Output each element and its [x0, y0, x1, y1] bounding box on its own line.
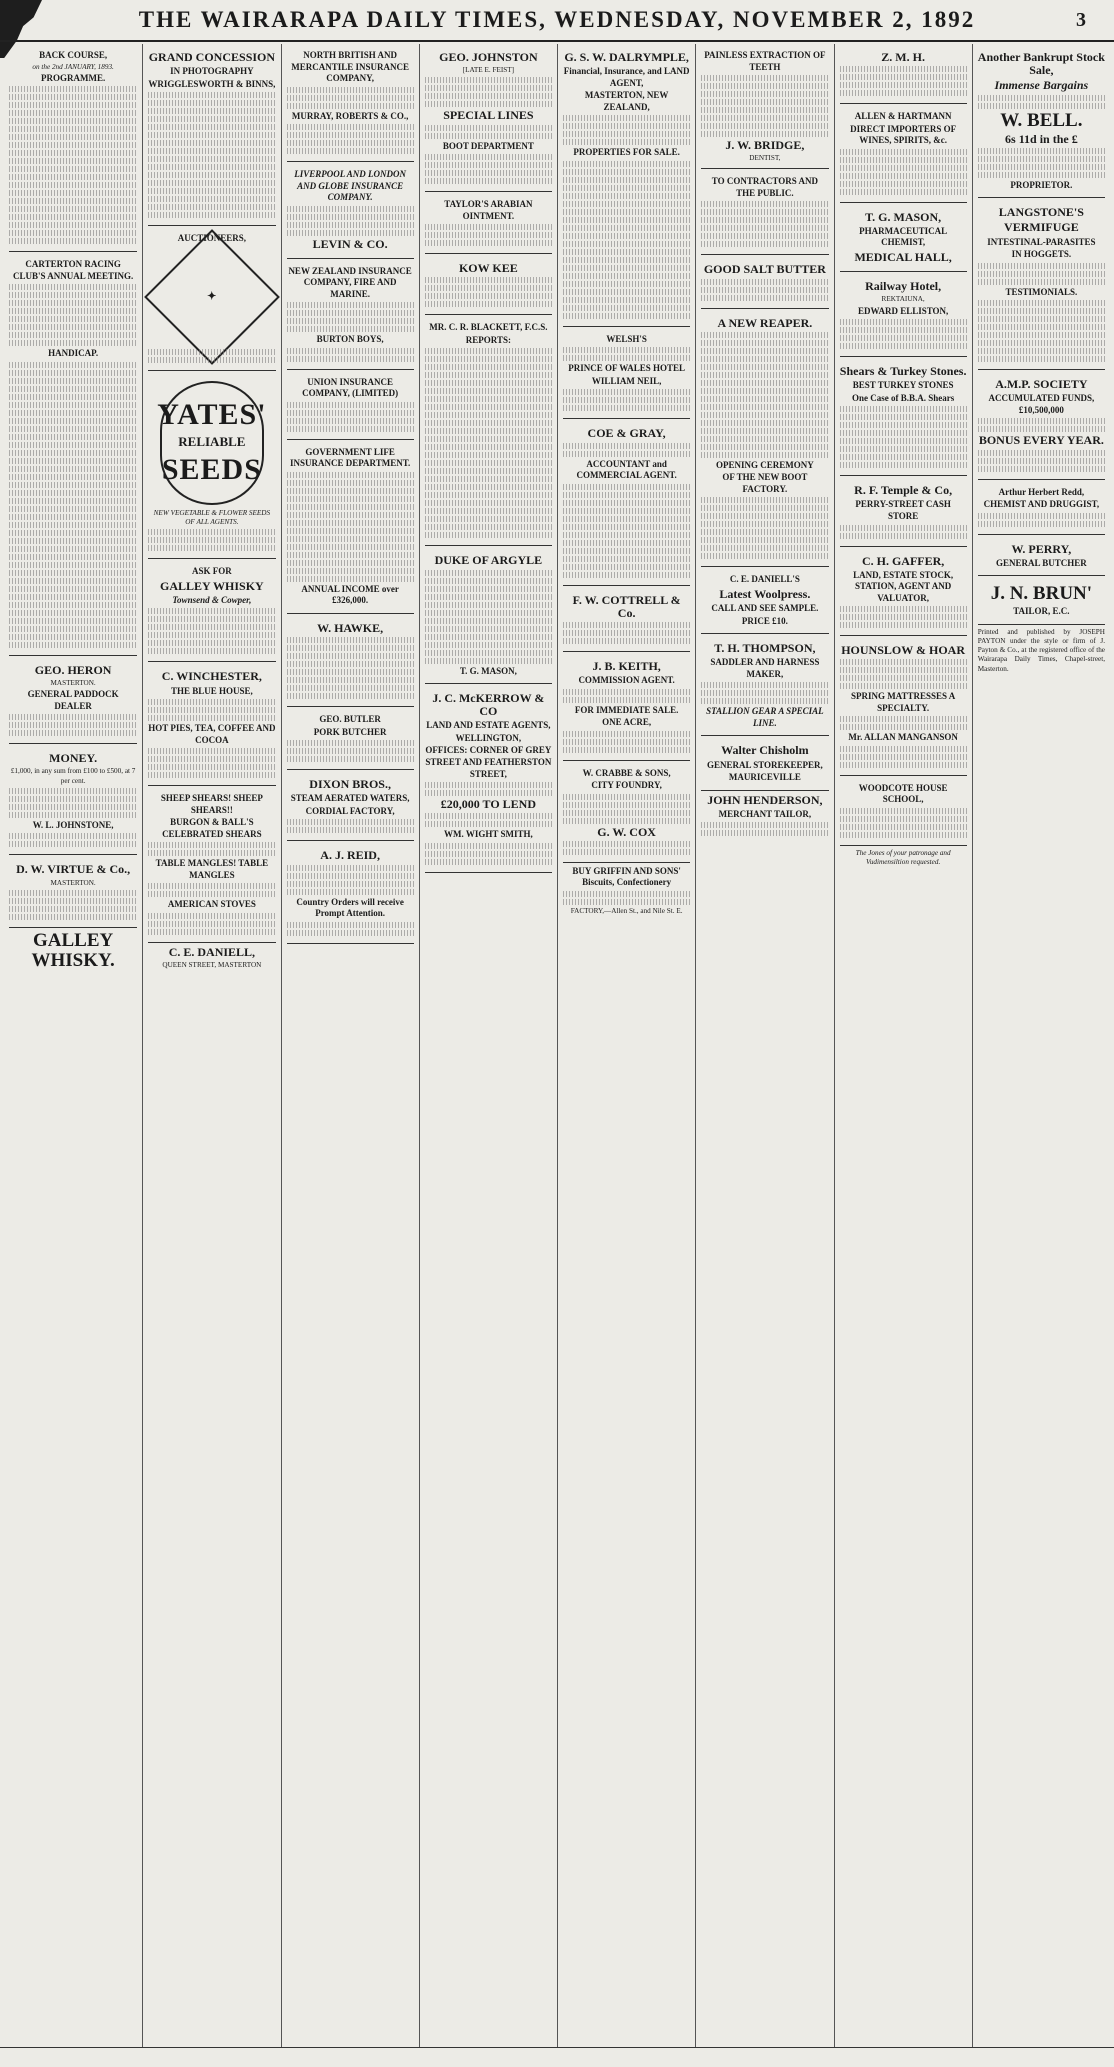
butler-ad [287, 710, 414, 770]
allen-ad [840, 107, 967, 203]
welsh-ad [563, 330, 690, 420]
page-number: 3 [1076, 9, 1086, 31]
union-ad [287, 373, 414, 440]
coe-heading: COE & GRAY, [587, 426, 666, 441]
accountant-heading: ACCOUNTANT and COMMERCIAL AGENT. [576, 458, 677, 481]
smith-name: WM. WIGHT SMITH, [444, 829, 533, 840]
heron-ad [9, 659, 137, 744]
annual-income: ANNUAL INCOME over £326,000. [301, 583, 399, 606]
commission-agent: COMMISSION AGENT. [578, 675, 675, 686]
dentist-label: DENTIST, [749, 154, 781, 163]
allen-heading: ALLEN & HARTMANN [854, 111, 952, 122]
blackett-heading: MR. C. R. BLACKETT, F.C.S. [429, 322, 548, 333]
money-ad [9, 747, 137, 855]
reaper-ad [701, 312, 828, 568]
griffin-heading: BUY GRIFFIN AND SONS' Biscuits, Confectionery [572, 865, 681, 888]
race-ad [9, 46, 137, 252]
land-agents: LAND AND ESTATE AGENTS, [426, 720, 551, 731]
chisholm-ad [701, 739, 828, 790]
amp-ad [978, 373, 1105, 479]
american-stoves: AMERICAN STOVES [167, 899, 256, 910]
imprint: Printed and published by JOSEPH PAYTON under the style or firm of J. Payton & Co., at the registered office of the Wairarapa Daily Times, Chapel-street, Masterton. [977, 627, 1105, 673]
galley-whisky-heading: GALLEY WHISKY. [31, 929, 115, 971]
yates-seeds-ad [148, 374, 275, 559]
properties-label: PROPERTIES FOR SALE. [573, 147, 680, 158]
race-ad-heading: BACK COURSE, [39, 50, 108, 60]
boot-factory: OF THE NEW BOOT FACTORY. [722, 472, 808, 494]
carterton-racing-ad [9, 255, 137, 656]
burton-boys: BURTON BOYS, [316, 334, 384, 345]
loan-amount: £20,000 TO LEND [440, 797, 536, 812]
wm-neil: WILLIAM NEIL, [591, 375, 662, 386]
blackett-ad [425, 318, 552, 546]
thompson-ad [701, 637, 828, 736]
dalrymple-heading: G. S. W. DALRYMPLE, [564, 50, 689, 64]
importers-label: DIRECT IMPORTERS OF WINES, SPIRITS, &c. [850, 123, 957, 146]
call-see: CALL AND SEE SAMPLE. [711, 603, 819, 614]
brun-ad [978, 579, 1105, 624]
heron-trade: GENERAL PADDOCK DEALER [27, 689, 119, 711]
crabbe-heading: W. CRABBE & SONS, [582, 767, 671, 778]
daniell2: C. E. DANIELL'S [729, 574, 800, 585]
yates-sub: NEW VEGETABLE & FLOWER SEEDS OF ALL AGENTS. [153, 508, 271, 526]
vermifuge: VERMIFUGE [1004, 220, 1079, 235]
levin-heading: LEVIN & CO. [312, 236, 388, 251]
column-4 [419, 44, 557, 2048]
column-8 [972, 44, 1110, 2048]
taylor-heading: TAYLOR'S ARABIAN OINTMENT. [444, 199, 533, 221]
shears-turkey-heading: Shears & Turkey Stones. [839, 364, 967, 379]
keith-ad [563, 655, 690, 761]
welsh-heading: WELSH'S [606, 333, 647, 344]
kowkee-ad [425, 257, 552, 315]
bridge-name: J. W. BRIDGE, [725, 138, 805, 153]
mckerrow-ad [425, 687, 552, 873]
heron-heading: GEO. HERON [34, 662, 112, 677]
johnston-sub: [LATE E. FEIST] [462, 66, 515, 75]
manganson: Mr. ALLAN MANGANSON [848, 732, 958, 743]
coe-ad [563, 422, 690, 585]
perry-heading: W. PERRY, [1011, 541, 1072, 556]
pork-butcher: PORK BUTCHER [313, 726, 387, 737]
general-storekeeper: GENERAL STOREKEEPER, [706, 759, 823, 770]
taylor-ad [425, 195, 552, 254]
reid-ad [287, 844, 414, 943]
nz-insurance-ad [287, 262, 414, 370]
brun-heading: J. N. BRUN' [990, 583, 1093, 605]
immense-bargains: Immense Bargains [994, 78, 1089, 93]
column-6 [695, 44, 833, 2048]
henderson-heading: JOHN HENDERSON, [707, 792, 823, 807]
column-7 [834, 44, 972, 2048]
best-stones: BEST TURKEY STONES [852, 380, 954, 391]
medical-hall: MEDICAL HALL, [854, 249, 952, 264]
temple-heading: R. F. Temple & Co, [854, 483, 953, 498]
langstone-heading: LANGSTONE'S [998, 205, 1084, 220]
butler-heading: GEO. BUTLER [319, 714, 381, 725]
wellington-label: WELLINGTON, [455, 732, 522, 743]
woolpress-ad [701, 570, 828, 634]
gaffer-heading: C. H. GAFFER, [861, 553, 945, 568]
woodcote-heading: WOODCOTE HOUSE SCHOOL, [858, 782, 948, 805]
liverpool-heading: LIVERPOOL AND LONDON AND GLOBE INSURANCE COMPANY. [294, 169, 407, 203]
handicap-label: HANDICAP. [48, 348, 99, 359]
reliable-word: RELIABLE [178, 434, 246, 450]
sheep-shears: SHEEP SHEARS! SHEEP SHEARS!! [160, 793, 263, 815]
hoggets: IN HOGGETS. [1011, 249, 1072, 260]
nz-insurance-heading: NEW ZEALAND INSURANCE COMPANY, FIRE AND MARINE. [288, 265, 412, 299]
financial-agent: Financial, Insurance, and LAND AGENT, [563, 66, 690, 88]
w-bell: W. BELL. [1000, 109, 1083, 131]
thompson-heading: T. H. THOMPSON, [714, 641, 816, 656]
painless-heading: PAINLESS EXTRACTION OF TEETH [704, 50, 826, 72]
reid-heading: A. J. REID, [320, 848, 380, 863]
perry-street: PERRY-STREET CASH STORE [855, 499, 951, 521]
argyle-heading: DUKE OF ARGYLE [434, 553, 543, 568]
column-grid [4, 44, 1110, 2048]
dental-ad [701, 46, 828, 169]
yates-word: YATES' [157, 398, 267, 432]
carterton-heading: CARTERTON RACING CLUB'S ANNUAL MEETING. [12, 259, 134, 281]
opening-ceremony: OPENING CEREMONY [715, 459, 814, 470]
elliston: EDWARD ELLISTON, [857, 305, 949, 316]
saddler-label: SADDLER AND HARNESS MAKER, [710, 657, 820, 679]
merchant-tailor: MERCHANT TAILOR, [718, 808, 812, 819]
hawke-ad [287, 617, 414, 707]
cox-heading: G. W. COX [597, 824, 656, 839]
intestinal: INTESTINAL-PARASITES [987, 236, 1096, 247]
virtue-heading: D. W. VIRTUE & Co., [16, 862, 131, 877]
accumulated-funds: ACCUMULATED FUNDS, £10,500,000 [988, 393, 1095, 415]
spring-mattresses: SPRING MATTRESSES A SPECIALTY. [850, 691, 956, 713]
galley-ad [148, 562, 275, 662]
johnston-ad [425, 46, 552, 192]
city-foundry: CITY FOUNDRY, [591, 780, 662, 791]
seal-logo: ✦ [144, 229, 280, 365]
table-mangles: TABLE MANGLES! TABLE MANGLES [155, 858, 269, 880]
zmh-ad [840, 46, 967, 104]
contractors-ad [701, 172, 828, 255]
henderson-note: The Jones of your patronage and Vudimensiltion requested. [855, 849, 951, 867]
auctioneers-heading: AUCTIONEERS, [177, 233, 246, 244]
sbs-case: One Case of B.B.A. Shears [851, 392, 955, 403]
argyle-ad [425, 549, 552, 684]
steam-waters: STEAM AERATED WATERS, [290, 793, 410, 804]
north-british-heading: NORTH BRITISH AND MERCANTILE INSURANCE COMPANY, [291, 50, 409, 84]
masthead [0, 0, 1114, 42]
butter-ad [701, 258, 828, 308]
north-british-ad [287, 46, 414, 162]
auctioneers-ad [148, 229, 275, 371]
bankrupt-heading: Another Bankrupt Stock Sale, [977, 50, 1105, 78]
hot-pies: HOT PIES, TEA, COFFEE AND COCOA [148, 723, 276, 745]
burgon-shears: BURGON & BALL'S CELEBRATED SHEARS [162, 817, 262, 839]
stallion-gear: STALLION GEAR A SPECIAL LINE. [706, 706, 824, 728]
hounslow-heading: HOUNSLOW & HOAR [841, 643, 966, 658]
ask-for: ASK FOR [191, 566, 232, 577]
butter-heading: GOOD SALT BUTTER [703, 262, 826, 277]
money-terms: £1,000, in any sum from £100 to £500, at 7 per cent. [10, 767, 136, 785]
masterton-nz: MASTERTON, NEW ZEALAND, [584, 90, 669, 112]
contractors-heading: TO CONTRACTORS AND THE PUBLIC. [711, 176, 818, 198]
mason-ad [840, 206, 967, 272]
union-heading: UNION INSURANCE COMPANY, (LIMITED) [302, 376, 399, 399]
pharma-label: PHARMACEUTICAL CHEMIST, [859, 225, 948, 248]
galley-heading-2: GALLEY WHISKY [160, 578, 264, 593]
shears-ad [148, 789, 275, 943]
mason-heading: T. G. MASON, [865, 209, 942, 224]
cordial-factory: CORDIAL FACTORY, [305, 805, 395, 816]
langstone-ad [978, 201, 1105, 370]
one-acre: ONE ACRE, [602, 717, 652, 728]
rektaiuna: REKTAIUNA, [881, 295, 925, 304]
arthur-redd: Arthur Herbert Redd, [998, 486, 1085, 497]
murray-roberts: MURRAY, ROBERTS & CO., [291, 110, 409, 121]
photography-ad [148, 46, 275, 226]
chemist-label: CHEMIST AND DRUGGIST, [983, 499, 1100, 510]
reaper-heading: A NEW REAPER. [717, 315, 813, 330]
page-footer-rule [0, 2047, 1114, 2067]
wrigglesworth-name: WRIGGLESWORTH & BINNS, [148, 78, 276, 89]
railway-heading: Railway Hotel, [865, 279, 942, 294]
masthead-title: THE WAIRARAPA DAILY TIMES, WEDNESDAY, NOVEMBER 2, 1892 [138, 7, 976, 32]
bonus-heading: BONUS EVERY YEAR. [978, 433, 1104, 448]
latest-woolpress: Latest Woolpress. [719, 586, 811, 601]
proprietor: PROPRIETOR. [1010, 179, 1073, 190]
govt-life-heading: GOVERNMENT LIFE INSURANCE DEPARTMENT. [289, 446, 411, 469]
perry-ad [978, 538, 1105, 577]
race-ad-date: on the 2nd JANUARY, 1893. [32, 62, 114, 71]
winchester-heading: C. WINCHESTER, [161, 669, 262, 684]
mckerrow-heading: J. C. McKERROW & CO [432, 691, 545, 719]
govt-life-ad [287, 443, 414, 614]
chisholm-heading: Walter Chisholm [721, 743, 809, 758]
hawke-heading: W. HAWKE, [317, 620, 384, 635]
prince-wales: PRINCE OF WALES HOTEL [568, 363, 686, 374]
factory-address: FACTORY,—Allen St., and Nile St. E. [570, 906, 683, 915]
programme-label: PROGRAMME. [41, 72, 106, 83]
mauriceville: MAURICEVILLE [728, 772, 801, 783]
liverpool-ad [287, 165, 414, 259]
land-estate: LAND, ESTATE STOCK, STATION, AGENT AND VALUATOR, [853, 569, 954, 603]
johnston-heading: GEO. JOHNSTON [439, 50, 538, 64]
special-lines: SPECIAL LINES [443, 108, 534, 123]
offices-label: OFFICES: CORNER OF GREY STREET AND FEATHERSTON STREET, [425, 745, 552, 779]
keith-heading: J. B. KEITH, [592, 658, 661, 673]
kowkee-heading: KOW KEE [458, 261, 518, 276]
concession-heading: GRAND CONCESSION [148, 50, 276, 64]
testimonials: TESTIMONIALS. [1005, 286, 1078, 297]
mason-name: T. G. MASON, [459, 665, 517, 676]
shears-turkey-ad [840, 360, 967, 476]
woodcote-ad [840, 779, 967, 846]
reports-label: REPORTS: [465, 334, 511, 345]
johnstone-heading: W. L. JOHNSTONE, [32, 819, 114, 830]
blue-house: THE BLUE HOUSE, [170, 685, 253, 696]
brun-sub: TAILOR, E.C. [1013, 606, 1070, 617]
townsend-name: Townsend & Cowper, [172, 594, 252, 605]
country-orders: Country Orders will receive Prompt Attention. [296, 896, 404, 919]
yates-logo [157, 381, 267, 505]
boot-department: BOOT DEPARTMENT [442, 140, 534, 151]
gaffer-ad [840, 550, 967, 637]
amp-heading: A.M.P. SOCIETY [995, 377, 1088, 392]
bell-ad [978, 46, 1105, 198]
redd-ad [978, 483, 1105, 535]
concession-sub: IN PHOTOGRAPHY [170, 66, 254, 77]
column-5 [557, 44, 695, 2048]
dixon-heading: DIXON BROS., [309, 777, 391, 792]
dixon-ad [287, 773, 414, 841]
dalrymple-ad [563, 46, 690, 327]
hounslow-ad [840, 639, 967, 776]
column-2 [142, 44, 280, 2048]
virtue-town: MASTERTON. [50, 878, 96, 887]
heron-town: MASTERTON. [50, 678, 96, 687]
general-butcher: GENERAL BUTCHER [995, 557, 1087, 568]
virtue-ad [9, 858, 137, 927]
column-3 [281, 44, 419, 2048]
price-label: PRICE £10. [741, 615, 788, 626]
column-1 [4, 44, 142, 2048]
railway-ad [840, 275, 967, 357]
crabbe-ad [563, 764, 690, 863]
cottrell-heading: F. W. COTTRELL & Co. [572, 592, 681, 620]
money-heading: MONEY. [49, 751, 98, 766]
daniell-address: QUEEN STREET, MASTERTON [162, 960, 262, 969]
cottrell-ad [563, 589, 690, 652]
daniell-heading: C. E. DANIELL, [168, 944, 256, 959]
price-line: 6s 11d in the £ [1005, 131, 1078, 146]
seeds-word: SEEDS [161, 453, 262, 487]
immediate-sale: FOR IMMEDIATE SALE. [574, 704, 679, 715]
winchester-ad [148, 665, 275, 786]
temple-ad [840, 479, 967, 546]
zmh-heading: Z. M. H. [881, 50, 925, 64]
